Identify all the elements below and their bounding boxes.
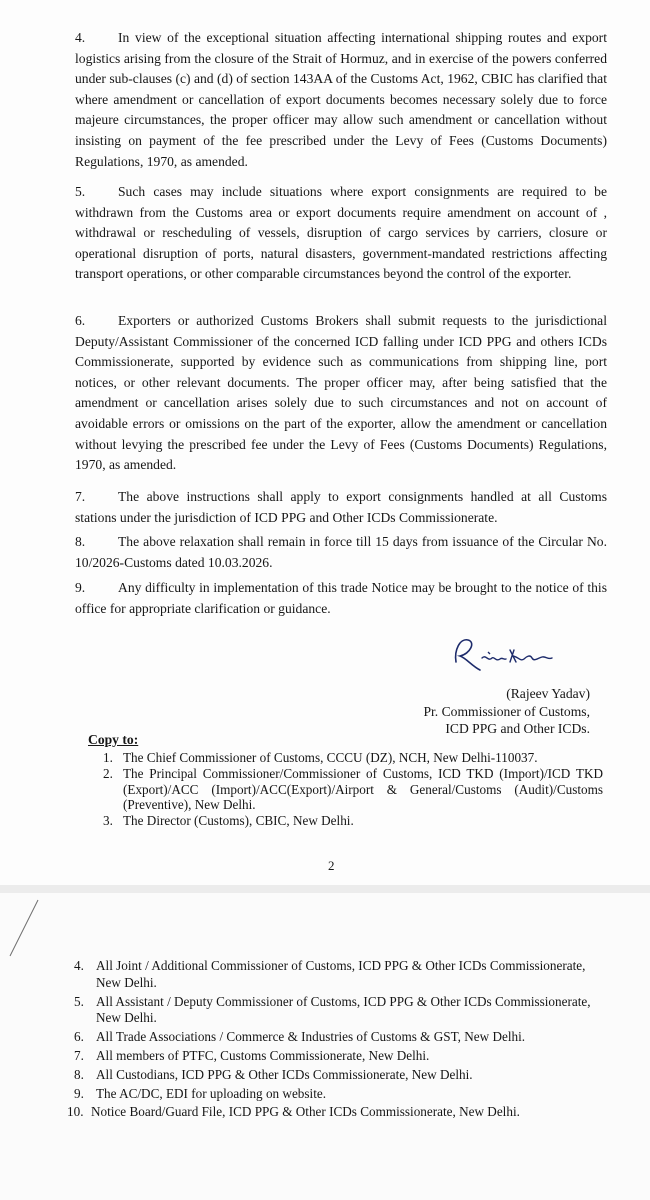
paragraph-number: 9.	[75, 580, 86, 595]
list-item-text: All Assistant / Deputy Commissioner of Customs, ICD PPG & Other ICDs Commissionerate, New Delhi.	[96, 993, 591, 1026]
list-item	[74, 1067, 594, 1084]
list-item-text: The AC/DC, EDI for uploading on website.	[96, 1085, 327, 1101]
copy-to-list-continued	[67, 958, 594, 1123]
paragraph-number: 7.	[75, 489, 86, 504]
paragraph-text: The above relaxation shall remain in force till 15 days from issuance of the Circular No. 10/2026-Customs dated 10.03.2026.	[75, 534, 607, 570]
signatory-name: (Rajeev Yadav)	[506, 686, 590, 701]
page-number: 2	[328, 858, 335, 873]
paragraph-text: In view of the exceptional situation affecting international shipping routes and export logistics arising from the closure of the Strait of Hormuz, and in exercise of the powers conferred under sub-clauses (c) and (d) of section 143AA of the Customs Act, 1962, CBIC has clarified that where amendment or cancellation of export documents becomes necessary solely due to force majeure circumstances, the proper officer may allow such amendment or cancellation without insisting on payment of the fee prescribed under the Levy of Fees (Customs Documents) Regulations, 1970, as amended.	[75, 30, 607, 169]
list-item-number: 8.	[74, 1066, 84, 1082]
copy-to-list	[103, 750, 603, 829]
pen-stroke-mark	[4, 898, 44, 958]
paragraph-7	[75, 487, 607, 528]
paragraph-text: Any difficulty in implementation of this trade Notice may be brought to the notice of this office for appropriate clarification or guidance.	[75, 580, 607, 616]
list-item	[67, 1104, 594, 1121]
paragraph-text: Such cases may include situations where export consignments are required to be withdrawn from the Customs area or export documents require amendment on account of , withdrawal or rescheduling of vessels, disruption of cargo services by carriers, closure or operational disruption of ports, natural disasters, government-mandated restrictions affecting transport operations, or other comparable circumstances beyond the control of the exporter.	[75, 184, 607, 282]
paragraph-text: The above instructions shall apply to export consignments handled at all Customs stations under the jurisdiction of ICD PPG and Other ICDs Commissionerate.	[75, 489, 607, 525]
paragraph-6	[75, 311, 607, 476]
list-item-number: 7.	[74, 1047, 84, 1063]
list-item-number: 10.	[67, 1104, 84, 1120]
list-item-number: 5.	[74, 993, 84, 1009]
list-item	[103, 813, 603, 829]
list-item-text: All Trade Associations / Commerce & Industries of Customs & GST, New Delhi.	[96, 1029, 526, 1045]
list-item-text: All Custodians, ICD PPG & Other ICDs Commissionerate, New Delhi.	[96, 1066, 473, 1082]
list-item	[103, 750, 603, 766]
signatory-block	[390, 685, 590, 738]
paragraph-8	[75, 532, 607, 573]
list-item-number: 3.	[103, 813, 113, 829]
list-item	[74, 958, 594, 992]
paragraph-9	[75, 578, 607, 619]
paragraph-number: 6.	[75, 313, 86, 328]
list-item-number: 2.	[103, 765, 113, 781]
signatory-office: ICD PPG and Other ICDs.	[445, 721, 590, 736]
list-item	[74, 1029, 594, 1046]
signatory-designation: Pr. Commissioner of Customs,	[423, 703, 590, 719]
list-item-text: The Chief Commissioner of Customs, CCCU (DZ), NCH, New Delhi-110037.	[123, 750, 538, 765]
list-item-text: All Joint / Additional Commissioner of Customs, ICD PPG & Other ICDs Commissionerate, New Delhi.	[96, 958, 586, 990]
list-item-number: 9.	[74, 1085, 84, 1101]
paragraph-text: Exporters or authorized Customs Brokers shall submit requests to the jurisdictional Deputy/Assistant Commissioner of the concerned ICD falling under ICD PPG and others ICDs Commissionerate, supported by evidence such as communications from shipping line, port notices, or other relevant documents. The proper officer may, after being satisfied that the amendment or cancellation arises solely due to such circumstances and not on account of avoidable errors or omissions on the part of the exporter, allow the amendment or cancellation without levying the prescribed fee under the Levy of Fees (Customs Documents) Regulations, 1970, as amended.	[75, 313, 607, 473]
list-item-number: 6.	[74, 1029, 84, 1045]
copy-to-heading: Copy to:	[88, 732, 139, 747]
list-item	[74, 1086, 594, 1103]
paragraph-5	[75, 182, 607, 285]
list-item-text: The Principal Commissioner/Commissioner of Customs, ICD TKD (Import)/ICD TKD (Export)/ACC (Import)/ACC(Export)/Airport & General/Customs (Audit)/Customs (Preventive), New Delhi.	[123, 765, 603, 813]
list-item-text: Notice Board/Guard File, ICD PPG & Other ICDs Commissionerate, New Delhi.	[91, 1104, 520, 1120]
list-item	[103, 766, 603, 813]
paragraph-number: 5.	[75, 184, 86, 199]
list-item	[74, 1048, 594, 1065]
list-item	[74, 994, 594, 1028]
list-item-number: 4.	[74, 958, 84, 973]
paragraph-4	[75, 28, 607, 172]
paragraph-number: 4.	[75, 30, 86, 45]
paragraph-number: 8.	[75, 534, 86, 549]
handwritten-signature	[450, 632, 560, 676]
list-item-number: 1.	[103, 750, 113, 765]
list-item-text: The Director (Customs), CBIC, New Delhi.	[123, 813, 354, 829]
list-item-text: All members of PTFC, Customs Commissionerate, New Delhi.	[96, 1047, 430, 1063]
